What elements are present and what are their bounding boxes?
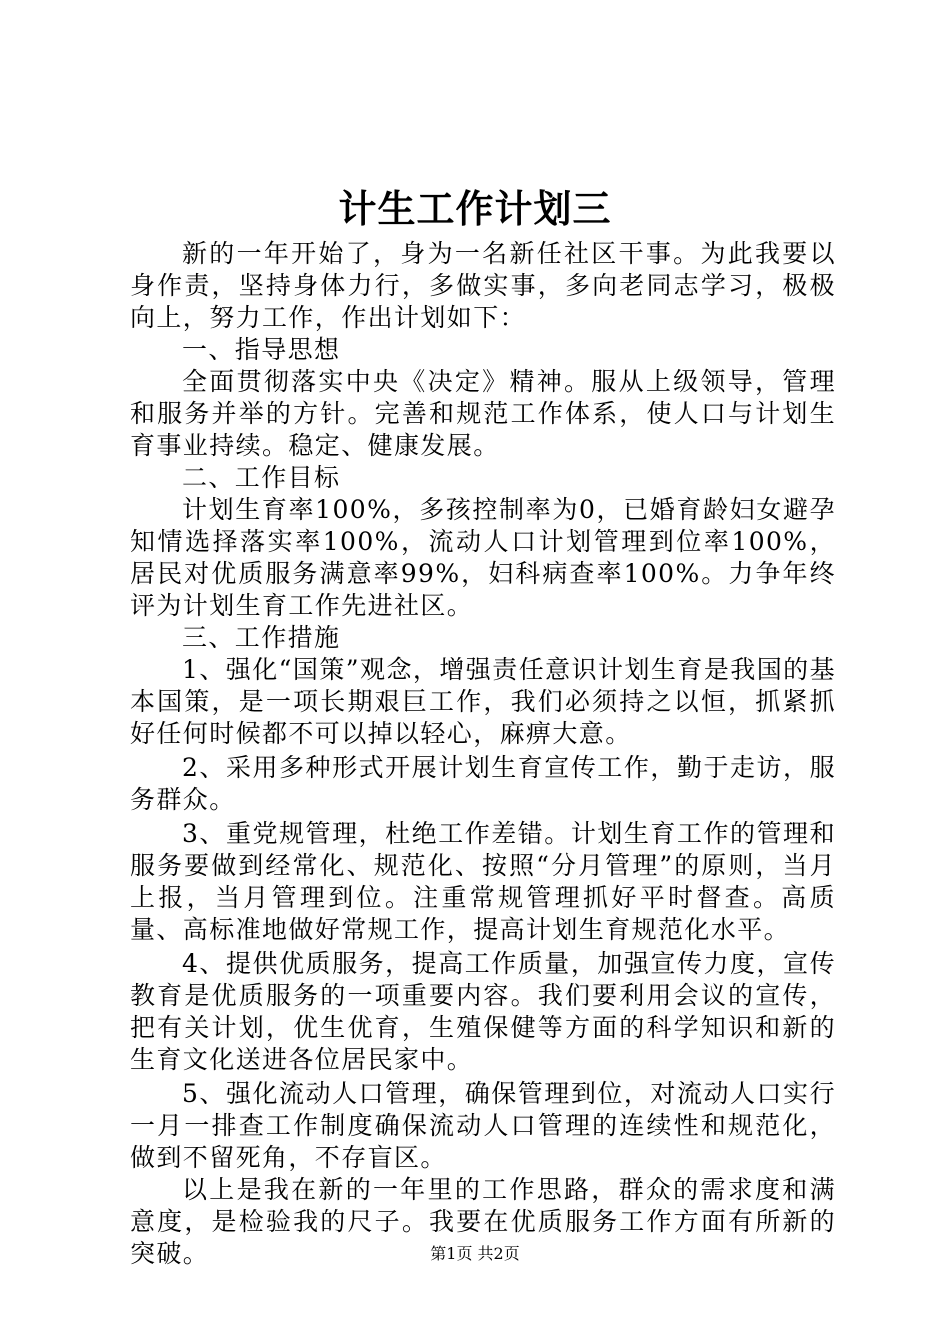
section-heading-guiding-ideology: 一、指导思想 <box>182 335 341 364</box>
paragraph-intro: 新的一年开始了，身为一名新任社区干事。为此我要以身作责，坚持身体力行，多做实事，多向老同志学习，极极向上，努力工作，作出计划如下： <box>130 239 836 332</box>
section-heading-work-measures: 三、工作措施 <box>182 623 341 652</box>
measure-item-2: 2、采用多种形式开展计划生育宣传工作，勤于走访，服务群众。 <box>130 753 836 814</box>
measure-item-1: 1、强化“国策”观念，增强责任意识计划生育是我国的基本国策，是一项长期艰巨工作，我们必须持之以恒，抓紧抓好任何时候都不可以掉以轻心，麻痹大意。 <box>130 655 836 748</box>
document-title: 计生工作计划三 <box>338 186 612 231</box>
measure-item-4: 4、提供优质服务，提高工作质量，加强宣传力度，宣传教育是优质服务的一项重要内容。我们要利用会议的宣传，把有关计划，优生优育，生殖保健等方面的科学知识和新的生育文化送进各位居民家中。 <box>130 949 836 1074</box>
page-footer: 第1页 共2页 <box>430 1244 520 1263</box>
measure-item-5: 5、强化流动人口管理，确保管理到位，对流动人口实行一月一排查工作制度确保流动人口管理的连续性和规范化，做到不留死角，不存盲区。 <box>130 1079 836 1172</box>
document-body <box>130 238 836 1270</box>
measure-item-3: 3、重党规管理，杜绝工作差错。计划生育工作的管理和服务要做到经常化、规范化、按照“分月管理”的原则，当月上报，当月管理到位。注重常规管理抓好平时督查。高质量、高标准地做好常规工作，提高计划生育规范化水平。 <box>130 819 836 944</box>
section-heading-work-goals: 二、工作目标 <box>182 463 341 492</box>
paragraph-conclusion: 以上是我在新的一年里的工作思路，群众的需求度和满意度，是检验我的尺子。我要在优质服务工作方面有所新的突破。 <box>130 1175 836 1268</box>
paragraph-work-goals: 计划生育率100%，多孩控制率为0，已婚育龄妇女避孕知情选择落实率100%，流动人口计划管理到位率100%，居民对优质服务满意率99%，妇科病查率100%。力争年终评为计划生育工作先进社区。 <box>130 495 836 620</box>
paragraph-guiding-ideology: 全面贯彻落实中央《决定》精神。服从上级领导，管理和服务并举的方针。完善和规范工作体系，使人口与计划生育事业持续。稳定、健康发展。 <box>130 367 836 460</box>
